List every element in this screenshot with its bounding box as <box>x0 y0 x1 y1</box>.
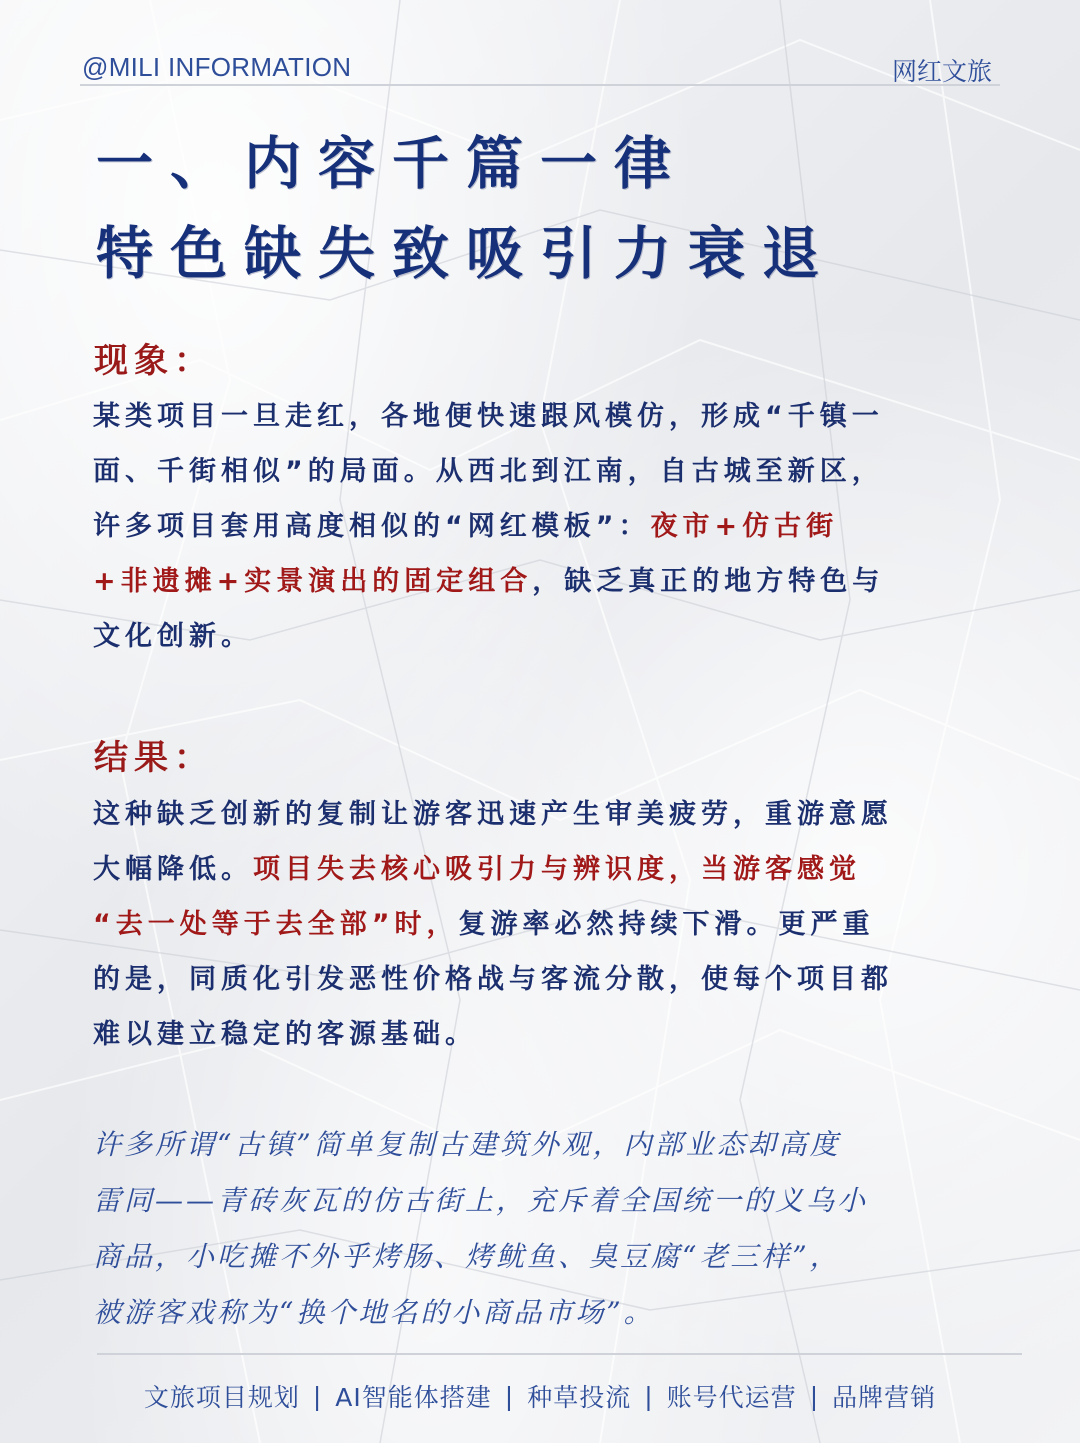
highlight-text: “去一处等于去全部”时， <box>93 909 459 940</box>
footer-separator: | <box>644 1381 654 1411</box>
phenomenon-line <box>93 609 884 664</box>
footer-separator: | <box>809 1381 820 1411</box>
example-quote <box>93 1117 868 1341</box>
result-line <box>93 787 893 842</box>
phenomenon-line <box>93 554 884 609</box>
phenomenon-paragraph <box>93 389 884 664</box>
phenomenon-line <box>93 499 884 554</box>
body-text: 许多项目套用高度相似的“网红模板”： <box>93 511 651 542</box>
result-label: 结果： <box>94 738 214 778</box>
highlight-text: 夜市+仿古街 <box>650 511 839 542</box>
body-text: ，缺乏真正的地方特色与 <box>532 566 885 597</box>
quote-line: 被游客戏称为“换个地名的小商品市场”。 <box>93 1296 655 1329</box>
result-paragraph <box>93 787 893 1062</box>
body-text: 某类项目一旦走红，各地便快速跟风模仿，形成“千镇一 <box>93 401 884 432</box>
body-text: 复游率必然持续下滑。更严重 <box>458 909 875 940</box>
quote-line: 商品，小吃摊不外乎烤肠、烤鱿鱼、臭豆腐“老三样”， <box>93 1240 841 1273</box>
body-text: 的是，同质化引发恶性价格战与客流分散，使每个项目都 <box>93 964 893 995</box>
highlight-text: 项目失去核心吸引力与辨识度，当游客感觉 <box>253 854 861 885</box>
quote-line: 许多所谓“古镇”简单复制古建筑外观，内部业态却高度 <box>93 1128 841 1161</box>
body-text: 难以建立稳定的客源基础。 <box>93 1019 477 1050</box>
service-footer <box>0 1378 1080 1414</box>
result-line <box>93 842 893 897</box>
phenomenon-label: 现象： <box>94 341 214 381</box>
highlight-text: +非遗摊+实景演出的固定组合 <box>93 566 533 597</box>
body-text: 面、千街相似”的局面。从西北到江南，自古城至新区， <box>93 456 884 487</box>
body-text: 文化创新。 <box>93 621 253 652</box>
footer-separator: | <box>504 1381 515 1411</box>
footer-service-item: 种草投流 <box>527 1383 632 1412</box>
phenomenon-line <box>93 389 884 444</box>
header-bar <box>80 50 1000 86</box>
footer-service-item: 账号代运营 <box>666 1383 797 1412</box>
footer-service-item: 品牌营销 <box>832 1383 937 1412</box>
page-title-line-2: 特色缺失致吸引力衰退 <box>96 221 836 287</box>
footer-service-item: AI智能体搭建 <box>335 1383 492 1412</box>
result-line <box>93 897 893 952</box>
footer-service-item: 文旅项目规划 <box>143 1383 300 1412</box>
footer-divider <box>97 1353 1022 1355</box>
phenomenon-line <box>93 444 884 499</box>
account-handle: @MILI INFORMATION <box>82 52 352 82</box>
body-text: 大幅降低。 <box>93 854 253 885</box>
page-title-line-1: 一、内容千篇一律 <box>96 131 688 197</box>
footer-separator: | <box>312 1381 323 1411</box>
body-text: 这种缺乏创新的复制让游客迅速产生审美疲劳，重游意愿 <box>93 799 893 830</box>
category-tag: 网红文旅 <box>891 57 992 86</box>
result-line <box>93 1007 893 1062</box>
result-line <box>93 952 893 1007</box>
quote-line: 雷同——青砖灰瓦的仿古街上，充斥着全国统一的义乌小 <box>93 1184 869 1217</box>
